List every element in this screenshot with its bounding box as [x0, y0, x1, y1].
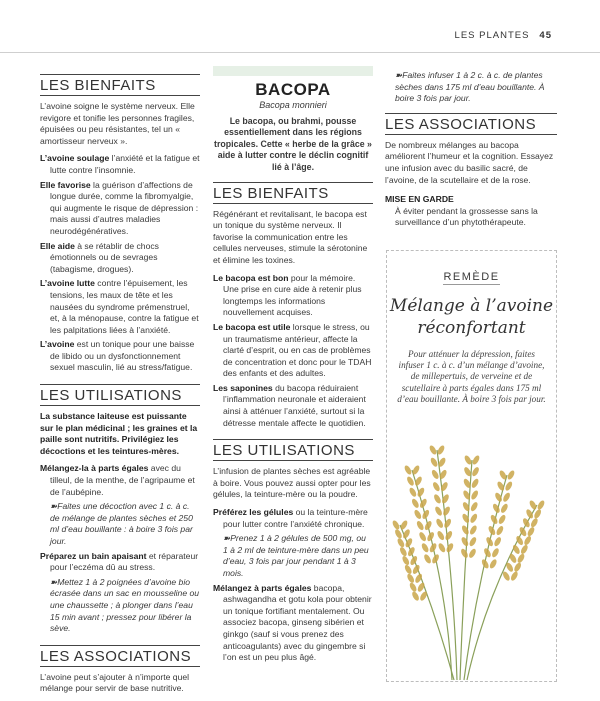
wheat-grain — [409, 555, 419, 566]
section-title: LES ASSOCIATIONS — [40, 645, 200, 667]
paragraph: L’infusion de plantes sèches est agréable à boire. Vous pouvez aussi opter pour les gélules, la teinture-mère ou la poudre. — [213, 466, 371, 500]
paragraph: L’avoine soigne le système nerveux. Elle revigore et tonifie les personnes fragiles, épuisées ou peu résistantes, tel un « amortisseur nerveux ». — [40, 101, 195, 146]
wheat-grain — [469, 524, 479, 535]
item-lead: Préférez les gélules — [213, 507, 294, 518]
wheat-grain — [520, 544, 530, 555]
list-item — [40, 180, 200, 238]
wheat-grain — [460, 536, 470, 547]
wheat-grain — [510, 570, 520, 581]
item-text: est un tonique pour une baisse de libido ou un dysfonctionnement sexuel masculin, lié au stress/fatigue. — [50, 339, 195, 373]
wheat-grain — [418, 531, 428, 542]
remede-text: Pour atténuer la dépression, faites infuser 1 c. à c. d’un mélange d’avoine, de millepertuis, de verveine et de scutellaire à parts égales dans 175 ml d’eau bouillante. À boire 3 fois par jour. — [397, 349, 546, 404]
item-lead: Mélangez-la à parts égales — [40, 463, 149, 474]
plant-title: BACOPA — [255, 80, 331, 99]
list-item — [213, 507, 373, 530]
usage-note: ➽Faites une décoction avec 1 c. à c. de mélange de plantes sèches et 250 ml d’eau bouillante : à boire 3 fois par jour. — [50, 501, 193, 546]
wheat-grain — [471, 454, 481, 465]
wheat-grain — [436, 530, 446, 541]
page-number: 45 — [539, 30, 552, 41]
wheat-grain — [429, 457, 439, 468]
plant-latin-name: Bacopa monnieri — [259, 100, 327, 110]
wheat-grain — [461, 524, 471, 535]
header-rule — [0, 52, 600, 53]
column-avoine — [40, 66, 200, 701]
wheat-grain — [443, 518, 453, 529]
wheat-grain — [460, 548, 470, 559]
usage-note: ➽Prenez 1 à 2 gélules de 500 mg, ou 1 à 2 ml de teinture-mère dans un peu d’eau, 3 fois par jour pendant 1 à 3 mois. — [223, 533, 369, 578]
wheat-grain — [430, 469, 440, 480]
section-title: LES ASSOCIATIONS — [385, 113, 557, 135]
wheat-grain — [526, 526, 536, 537]
wheat-grain — [435, 518, 445, 529]
wheat-grain — [487, 525, 497, 536]
wheat-grain — [408, 487, 418, 498]
wheat-grain — [415, 520, 425, 531]
plant-description: Le bacopa, ou brahmi, pousse essentiellement dans les régions tropicales. Cette « herbe de la grâce » aide à lutter contre le déclin cognitif lié à l’âge. — [214, 115, 372, 172]
item-lead: Le bacopa est bon — [213, 272, 289, 283]
wheat-grain — [493, 536, 503, 547]
wheat-grain — [461, 513, 471, 524]
wheat-grain — [491, 547, 501, 558]
column-bacopa-continued — [385, 70, 557, 232]
list-item — [213, 583, 373, 664]
item-lead: Le bacopa est utile — [213, 321, 291, 332]
item-text: et réparateur pour l’eczéma dû au stress. — [50, 550, 199, 573]
item-text: à se rétablir de chocs émotionnels ou de sevrages (tabagisme, drogues). — [50, 240, 159, 274]
item-lead: Mélangez à parts égales — [213, 582, 312, 593]
wheat-grain — [411, 590, 421, 601]
accent-bar — [213, 66, 373, 76]
wheat-grain — [428, 542, 438, 553]
utilisations-list — [213, 507, 373, 664]
wheat-grain — [406, 573, 416, 584]
item-text: ou la teinture-mère pour lutter contre l’anxiété chronique. — [223, 507, 368, 529]
wheat-grain — [530, 517, 540, 528]
warning-text: À éviter pendant la grossesse sans la surveillance d’un phytothérapeute. — [395, 205, 538, 228]
section-title: LES BIENFAITS — [40, 74, 200, 96]
section-name: LES PLANTES — [454, 30, 530, 41]
wheat-grain — [500, 503, 510, 514]
wheat-grain — [407, 546, 417, 557]
remede-label: REMÈDE — [443, 271, 500, 283]
wheat-grain — [444, 530, 454, 541]
usage-note: ➽Mettez 1 à 2 poignées d’avoine bio écrasée dans un sac en mousseline ou une chaussette ; à plonger dans l’eau 15 min avant ; pressez pour libérer la sève. — [50, 576, 200, 634]
wheat-grain — [414, 573, 424, 584]
item-text: lorsque le stress, ou un traumatisme antérieur, affecte la clarté d’esprit, ou en cas de problèmes de concentration et donc pour le TDAH des enfants et des adultes. — [223, 321, 372, 379]
wheat-grain — [396, 537, 406, 548]
list-item — [40, 278, 200, 336]
list-item — [40, 463, 200, 498]
wheat-grain — [433, 493, 443, 504]
wheat-grain — [401, 555, 411, 566]
wheat-grain — [469, 513, 479, 524]
paragraph: Régénérant et revitalisant, le bacopa est un tonique du système nerveux. Il favorise la communication entre les cellules nerveuses, stimule la sérotonine et élimine les toxines. — [213, 208, 368, 265]
wheat-grain — [408, 582, 418, 593]
wheat-grain — [426, 531, 436, 542]
bienfaits-list — [40, 153, 200, 374]
wheat-grain — [513, 562, 523, 573]
remede-title-line1: Mélange à l’avoine — [389, 296, 554, 316]
wheat-grain — [497, 514, 507, 525]
item-text: la guérison d’affections de longue durée, comme la fibromyalgie, qui augmente le risque de dépression : mais aussi d’autres maladies neurodégénératives. — [50, 179, 199, 236]
wheat-grain — [506, 469, 516, 480]
wheat-grain — [423, 553, 433, 564]
wheat-grain — [508, 553, 518, 564]
wheat-grain — [468, 548, 478, 559]
column-bacopa — [213, 66, 373, 667]
item-text: du bacopa réduiraient l’inflammation neuronale et aideraient ainsi à atténuer l’anxiété, surtout si la détresse mentale affecte le quotidien. — [223, 382, 366, 428]
paragraph: La substance laiteuse est puissante sur le plan médicinal ; les graines et la paille sont nutritifs. Privilégiez les décoctions et les teintures-mères. — [40, 411, 198, 456]
list-item — [40, 339, 200, 374]
item-lead: Elle aide — [40, 240, 75, 251]
wheat-grain — [437, 542, 447, 553]
wheat-grain — [495, 525, 505, 536]
running-header — [455, 30, 552, 41]
wheat-grain — [468, 536, 478, 547]
wheat-grain — [523, 535, 533, 546]
remede-title-line2: réconfortant — [417, 318, 526, 338]
utilisations-list — [40, 463, 200, 634]
section-title: LES BIENFAITS — [213, 182, 373, 204]
bacopa-intro-box — [213, 66, 373, 174]
item-lead: Les saponines — [213, 382, 273, 393]
wheat-grain — [442, 505, 452, 516]
wheat-grain — [399, 519, 409, 530]
wheat-grain — [536, 499, 546, 510]
item-lead: L’avoine lutte — [40, 278, 95, 289]
wheat-grain — [434, 505, 444, 516]
section-title: LES UTILISATIONS — [213, 439, 373, 461]
wheat-grain — [516, 553, 526, 564]
list-item — [213, 322, 373, 380]
item-lead: Préparez un bain apaisant — [40, 550, 147, 561]
item-lead: L’avoine — [40, 339, 75, 350]
paragraph: L’avoine peut s’ajouter à n’importe quel mélange pour servir de base nutritive. — [40, 671, 190, 694]
usage-note: ➽Faites infuser 1 à 2 c. à c. de plantes sèches dans 175 ml d’eau bouillante. À boire 3 fois par jour. — [395, 70, 545, 104]
wheat-grain — [470, 489, 480, 500]
section-title: LES UTILISATIONS — [40, 384, 200, 406]
wheat-grain — [488, 558, 498, 569]
wheat-grain — [445, 542, 455, 553]
item-text: contre l’épuisement, les tensions, les maux de tête et les nausées du syndrome prémenstruel, et, à la ménopause, contre la fatigue et les palpitations liées à l’anxiété. — [50, 278, 199, 335]
wheat-grain — [420, 542, 430, 553]
wheat-grain — [399, 546, 409, 557]
item-text: bacopa, ashwagandha et gotu kola pour obtenir un tonique fortifiant mentalement. Ou associez bacopa, ginseng sibérien et ginkgo (sauf si vous prenez des anticoagulants) avec du gingembre si l’on est un peu plus âgé. — [223, 582, 372, 663]
wheat-grain — [469, 501, 479, 512]
bienfaits-list — [213, 273, 373, 430]
wheat-grain — [432, 481, 442, 492]
wheat-grain — [392, 519, 401, 530]
wheat-grain — [403, 564, 413, 575]
paragraph: De nombreux mélanges au bacopa améliorent l’humeur et la cognition. Essayez une infusion avec du basilic sacré, de l’avoine, de la scutellaire et de la rose. — [385, 139, 554, 185]
wheat-grain — [428, 444, 438, 455]
wheat-grain — [485, 536, 495, 547]
wheat-grain — [413, 509, 423, 520]
item-lead: Elle favorise — [40, 179, 91, 190]
wheat-grain — [502, 492, 512, 503]
list-item — [40, 241, 200, 276]
item-text: l’anxiété et la fatigue et lutte contre l’insomnie. — [50, 153, 200, 175]
wheat-sprigs-icon — [392, 430, 552, 685]
wheat-grain — [411, 498, 421, 509]
item-text: pour la mémoire. Une prise en cure aide à retenir plus longtemps les informations nouvellement acquises. — [223, 272, 362, 318]
list-item — [213, 273, 373, 319]
item-lead: L’avoine soulage — [40, 153, 110, 164]
list-item — [40, 153, 200, 176]
warning-title: MISE EN GARDE — [385, 194, 454, 205]
item-text: avec du tilleul, de la menthe, de l’agripaume et de l’aubépine. — [50, 463, 195, 497]
wheat-grain — [431, 553, 441, 564]
wheat-grain — [470, 478, 480, 489]
wheat-grain — [403, 464, 413, 475]
list-item — [40, 551, 200, 574]
wheat-grain — [471, 466, 481, 477]
wheat-grain — [423, 520, 433, 531]
list-item — [213, 383, 373, 429]
